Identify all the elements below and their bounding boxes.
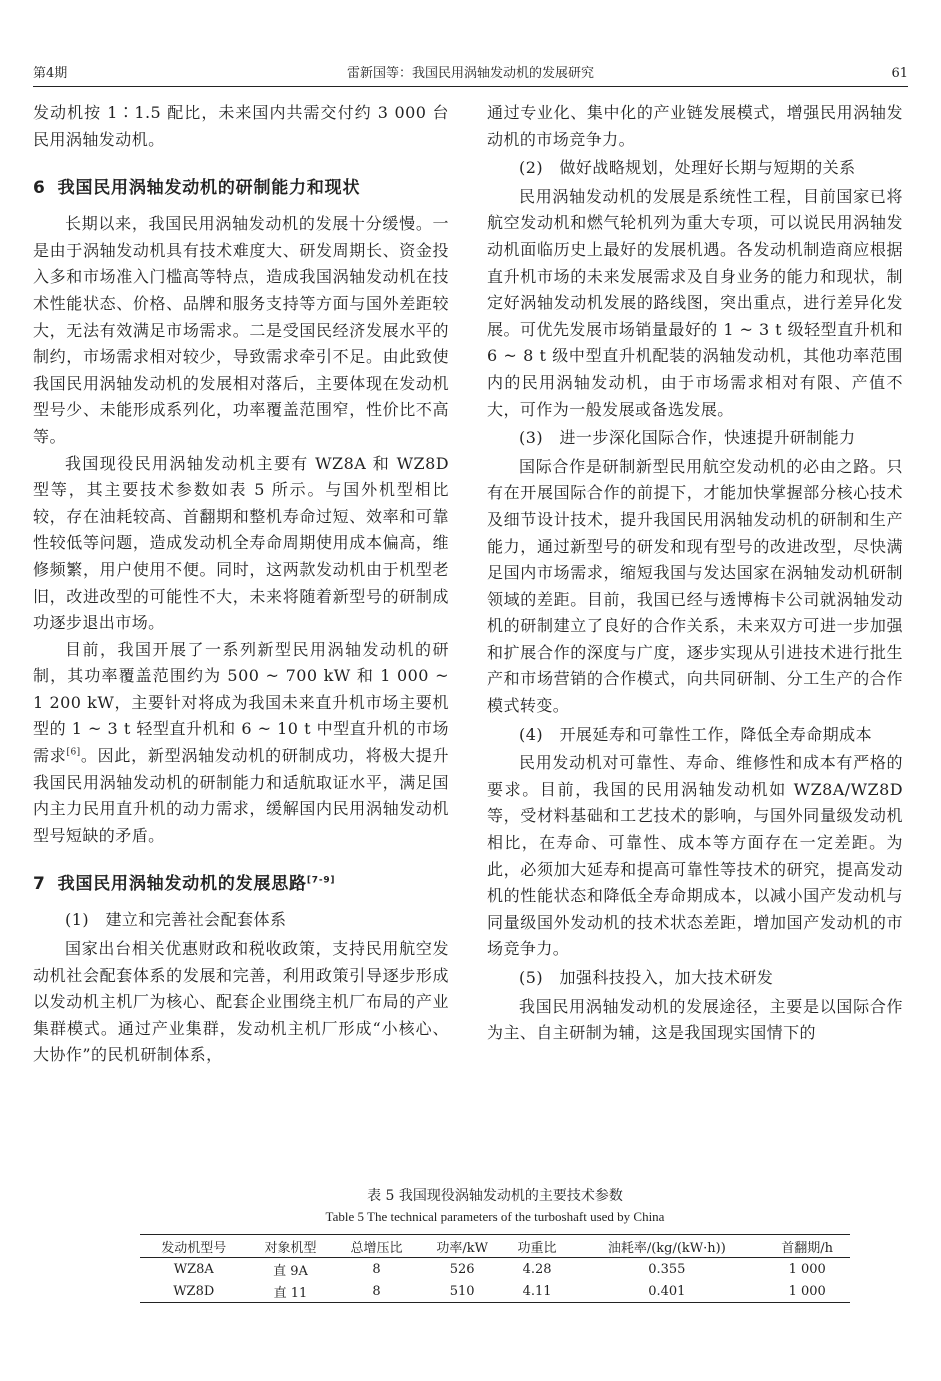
continued-paragraph-right: 通过专业化、集中化的产业链发展模式，增强民用涡轴发动机的市场竞争力。: [487, 103, 903, 149]
section-6-number: 6: [33, 178, 46, 199]
header-tbo: 首翻期/h: [781, 1240, 834, 1256]
paragraph-3: 国际合作是研制新型民用航空发动机的必由之路。只有在开展国际合作的前提下，才能加快掌握部分核心技术及细节设计技术，提升我国民用涡轴发动机的研制和生产能力，通过新型号的研发和现有型号的改进改型，尽快满足国内市场需求，缩短我国与发达国家在涡轴发动机研制领域的差距。目前，我国已经与透博梅卡公司就涡轴发动机的研制建立了良好的合作关系，未来双方可进一步加强和扩展合作的深度与广度，逐步实现从引进技术进行批生产和市场营销的合作模式，向共同研制、分工生产的合作模式转变。: [487, 456, 903, 716]
table-cell: 直 11: [273, 1285, 308, 1301]
table-cell: WZ8D: [173, 1283, 215, 1299]
section-7-title: 我国民用涡轴发动机的发展思路: [57, 874, 307, 895]
table-cell: 8: [372, 1283, 381, 1299]
issue-label: 第4期: [33, 66, 68, 81]
table-5: [140, 1186, 850, 1303]
paragraph-5: 我国民用涡轴发动机的发展途径，主要是以国际合作为主、自主研制为辅，这是我国现实国情下的: [487, 996, 903, 1043]
table-cell: 510: [449, 1283, 475, 1299]
table-cell: 8: [372, 1261, 381, 1277]
subheading-5: (5) 加强科技投入，加大技术研发: [519, 968, 774, 987]
page-number: 61: [891, 66, 908, 81]
header-power: 功率/kW: [436, 1240, 488, 1256]
table-cell: 1 000: [788, 1261, 826, 1277]
section-6-heading: [33, 175, 449, 201]
section-6-paragraph-3: [33, 637, 449, 850]
table-caption-cn: 表 5 我国现役涡轴发动机的主要技术参数: [367, 1188, 623, 1204]
section-7-heading: [33, 871, 449, 897]
header-model: 发动机型号: [161, 1240, 227, 1256]
continued-paragraph: 发动机按 1∶1.5 配比，未来国内共需交付约 3 000 台民用涡轴发动机。: [33, 103, 449, 149]
paragraph-3-tail: 。因此，新型涡轴发动机的研制成功，将极大提升我国民用涡轴发动机的研制能力和适航取证水平，满足国内主力民用直升机的动力需求，缓解国内民用涡轴发动机型号短缺的矛盾。: [33, 746, 449, 845]
running-header: [33, 62, 908, 87]
citation-7-9: [7-9]: [306, 875, 336, 886]
section-7-number: 7: [33, 874, 46, 895]
subheading-2: (2) 做好战略规划，处理好长期与短期的关系: [519, 158, 856, 178]
paragraph-4: 民用发动机对可靠性、寿命、维修性和成本有严格的要求。目前，我国的民用涡轴发动机如 WZ8A/WZ8D 等，受材料基础和工艺技术的影响，与国外同量级发动机相比，在寿命、可靠性、成本等方面存在一定差距。为此，必须加大延寿和提高可靠性等技术的研究，提高发动机的性能状态和降低全寿命期成本，以减小国产发动机与同量级国外发动机的技术状态差距，增加国产发动机的市场竞争力。: [487, 753, 903, 959]
right-column: [487, 100, 903, 1047]
left-column: [33, 100, 449, 1069]
header-power-weight: 功重比: [517, 1240, 557, 1256]
table-cell: 526: [449, 1261, 475, 1277]
header-pressure-ratio: 总增压比: [350, 1240, 403, 1256]
table-cell: 4.11: [522, 1283, 552, 1299]
table-cell: 0.355: [648, 1261, 686, 1277]
running-title: 雷新国等：我国民用涡轴发动机的发展研究: [346, 66, 594, 81]
table-cell: 4.28: [522, 1261, 552, 1277]
subheading-4: (4) 开展延寿和可靠性工作，降低全寿命期成本: [519, 724, 873, 744]
header-fuel-rate: 油耗率/(kg/(kW·h)): [607, 1240, 726, 1256]
section-6-title: 我国民用涡轴发动机的研制能力和现状: [57, 178, 361, 199]
paragraph-3-text: 目前，我国开展了一系列新型民用涡轴发动机的研制，其功率覆盖范围约为 500 ~ 700 kW 和 1 000 ~ 1 200 kW，主要针对将成为我国未来直升机市场主要机型的 1 ~ 3 t 轻型直升机和 6 ~ 10 t 中型直升机的市场需求: [33, 639, 449, 766]
parameters-table: [140, 1234, 850, 1303]
table-row: [140, 1258, 850, 1281]
paragraph-2: 民用涡轴发动机的发展是系统性工程，目前国家已将航空发动机和燃气轮机列为重大专项，可以说民用涡轴发动机面临历史上最好的发展机遇。各发动机制造商应根据直升机市场的未来发展需求及自身业务的能力和现状，制定好涡轴发动机发展的路线图，突出重点，进行差异化发展。可优先发展市场销量最好的 1 ~ 3 t 级轻型直升机和 6 ~ 8 t 级中型直升机配装的涡轴发动机，其他功率范围内的民用涡轴发动机，由于市场需求相对有限、产值不大，可作为一般发展或备选发展。: [487, 186, 903, 419]
section-6-paragraph-2: 我国现役民用涡轴发动机主要有 WZ8A 和 WZ8D 型等，其主要技术参数如表 5 所示。与国外机型相比较，存在油耗较高、首翻期和整机寿命过短、效率和可靠性较低等问题，造成发动机全寿命周期使用成本偏高，维修频繁，用户使用不便。同时，这两款发动机由于机型老旧，改进改型的可能性不大，未来将随着新型号的研制成功逐步退出市场。: [33, 453, 449, 633]
section-6-paragraph-1: 长期以来，我国民用涡轴发动机的发展十分缓慢。一是由于涡轴发动机具有技术难度大、研发周期长、资金投入多和市场准入门槛高等特点，造成我国涡轴发动机在技术性能状态、价格、品牌和服务支持等方面与国外差距较大，无法有效满足市场需求。二是受国民经济发展水平的制约，市场需求相对较少，导致需求牵引不足。由此致使我国民用涡轴发动机的发展相对落后，主要体现在发动机型号少、未能形成系列化，功率覆盖范围窄，性价比不高等。: [33, 214, 449, 446]
subheading-1: (1) 建立和完善社会配套体系: [65, 910, 287, 930]
subheading-3: (3) 进一步深化国际合作，快速提升研制能力: [519, 428, 856, 448]
table-row: [140, 1280, 850, 1303]
table-caption-en: Table 5 The technical parameters of the turboshaft used by China: [325, 1209, 665, 1224]
citation-6: [6]: [66, 747, 81, 758]
section-7-paragraph-1: 国家出台相关优惠财政和税收政策，支持民用航空发动机社会配套体系的发展和完善，利用政策引导逐步形成以发动机主机厂为核心、配套企业围绕主机厂布局的产业集群模式。通过产业集群，发动机主机厂形成“小核心、大协作”的民机研制体系，: [33, 939, 449, 1065]
table-cell: 直 9A: [273, 1263, 308, 1279]
table-header-row: [140, 1235, 850, 1258]
table-cell: 1 000: [788, 1283, 826, 1299]
header-aircraft: 对象机型: [264, 1240, 317, 1256]
table-cell: 0.401: [648, 1283, 686, 1299]
table-cell: WZ8A: [173, 1261, 214, 1277]
